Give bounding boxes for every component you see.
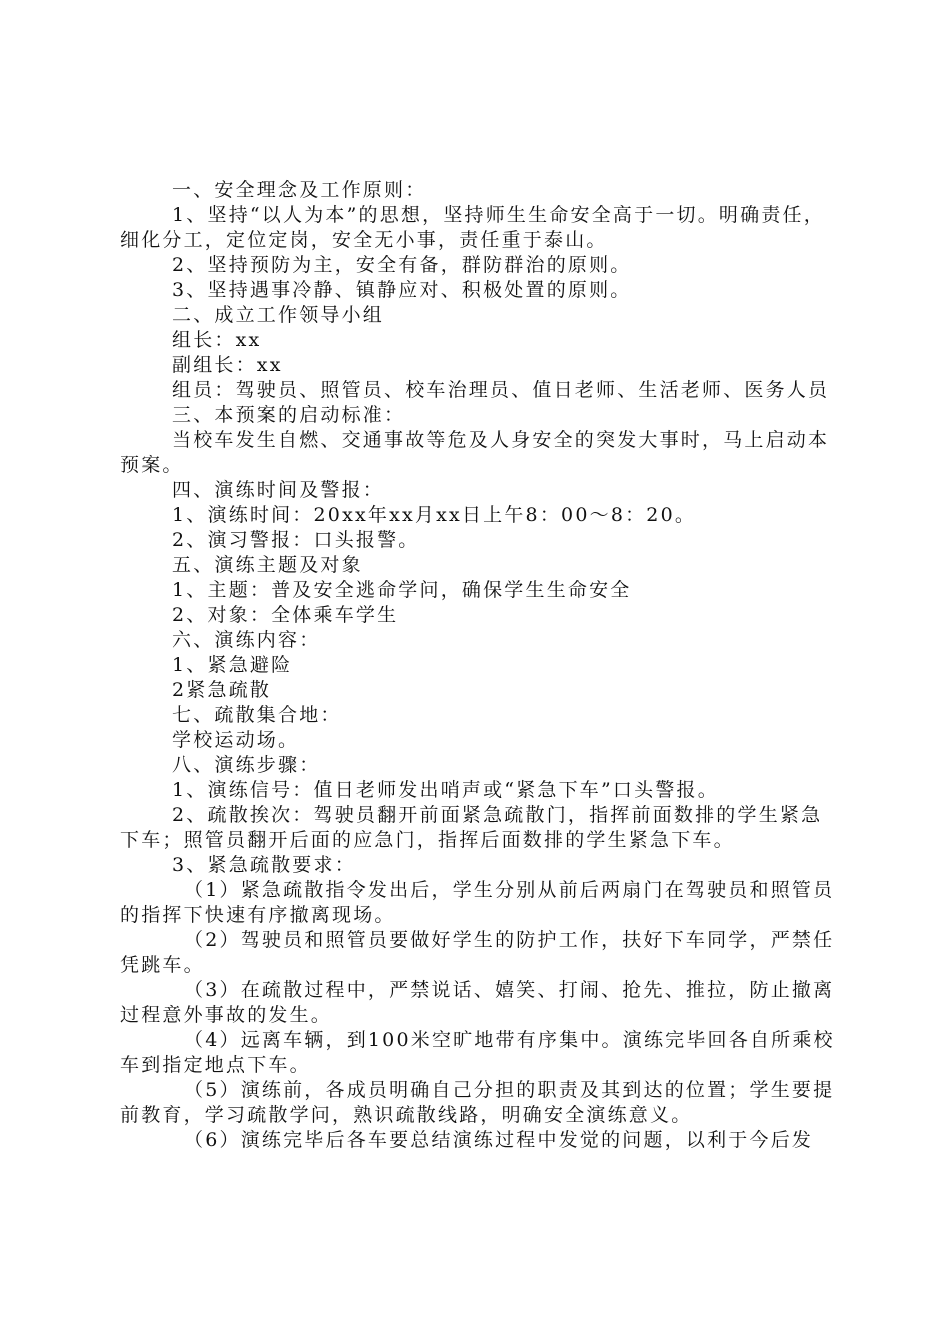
paragraph: 3、坚持遇事冷静、镇静应对、积极处置的原则。	[172, 279, 632, 301]
paragraph: 学校运动场。	[172, 729, 300, 751]
document-body	[120, 178, 835, 1153]
section-heading: 七、疏散集合地：	[172, 704, 342, 726]
paragraph: （4）远离车辆，到100米空旷地带有序集中。演练完毕回各自所乘校车到指定地点下车。	[120, 1029, 835, 1076]
section-heading: 一、安全理念及工作原则：	[172, 179, 427, 201]
section-heading: 三、本预案的启动标准：	[172, 404, 406, 426]
paragraph: 2、疏散挨次：驾驶员翻开前面紧急疏散门，指挥前面数排的学生紧急下车；照管员翻开后面的应急门，指挥后面数排的学生紧急下车。	[120, 804, 823, 851]
section-heading: 六、演练内容：	[172, 629, 321, 651]
paragraph: （1）紧急疏散指令发出后，学生分别从前后两扇门在驾驶员和照管员的指挥下快速有序撤离现场。	[120, 879, 835, 926]
section-heading: 二、成立工作领导小组	[172, 304, 385, 326]
paragraph: 2、坚持预防为主，安全有备，群防群治的原则。	[172, 254, 632, 276]
paragraph: 1、主题：普及安全逃命学问，确保学生生命安全	[172, 579, 632, 601]
paragraph: （5）演练前，各成员明确自己分担的职责及其到达的位置；学生要提前教育，学习疏散学问，熟识疏散线路，明确安全演练意义。	[120, 1079, 835, 1126]
paragraph: （2）驾驶员和照管员要做好学生的防护工作，扶好下车同学，严禁任凭跳车。	[120, 929, 835, 976]
paragraph: 1、演练时间：20xx年xx月xx日上午8：00～8：20。	[172, 504, 697, 526]
paragraph: 2、演习警报：口头报警。	[172, 529, 420, 551]
paragraph: 组员：驾驶员、照管员、校车治理员、值日老师、生活老师、医务人员	[172, 379, 830, 401]
paragraph: 1、坚持“以人为本”的思想，坚持师生生命安全高于一切。明确责任，细化分工，定位定岗，安全无小事，责任重于泰山。	[120, 204, 825, 251]
paragraph: 组长：xx	[172, 329, 262, 351]
paragraph: 1、演练信号：值日老师发出哨声或“紧急下车”口头警报。	[172, 779, 719, 801]
paragraph: （6）演练完毕后各车要总结演练过程中发觉的问题，以利于今后发	[184, 1129, 814, 1151]
paragraph: （3）在疏散过程中，严禁说话、嬉笑、打闹、抢先、推拉，防止撤离过程意外事故的发生。	[120, 979, 835, 1026]
paragraph: 2、对象：全体乘车学生	[172, 604, 399, 626]
section-heading: 五、演练主题及对象	[172, 554, 363, 576]
paragraph: 3、紧急疏散要求：	[172, 854, 356, 876]
paragraph: 当校车发生自燃、交通事故等危及人身安全的突发大事时，马上启动本预案。	[120, 429, 830, 476]
paragraph: 副组长：xx	[172, 354, 283, 376]
paragraph: 2紧急疏散	[172, 679, 272, 701]
section-heading: 八、演练步骤：	[172, 754, 321, 776]
paragraph: 1、紧急避险	[172, 654, 293, 676]
section-heading: 四、演练时间及警报：	[172, 479, 385, 501]
